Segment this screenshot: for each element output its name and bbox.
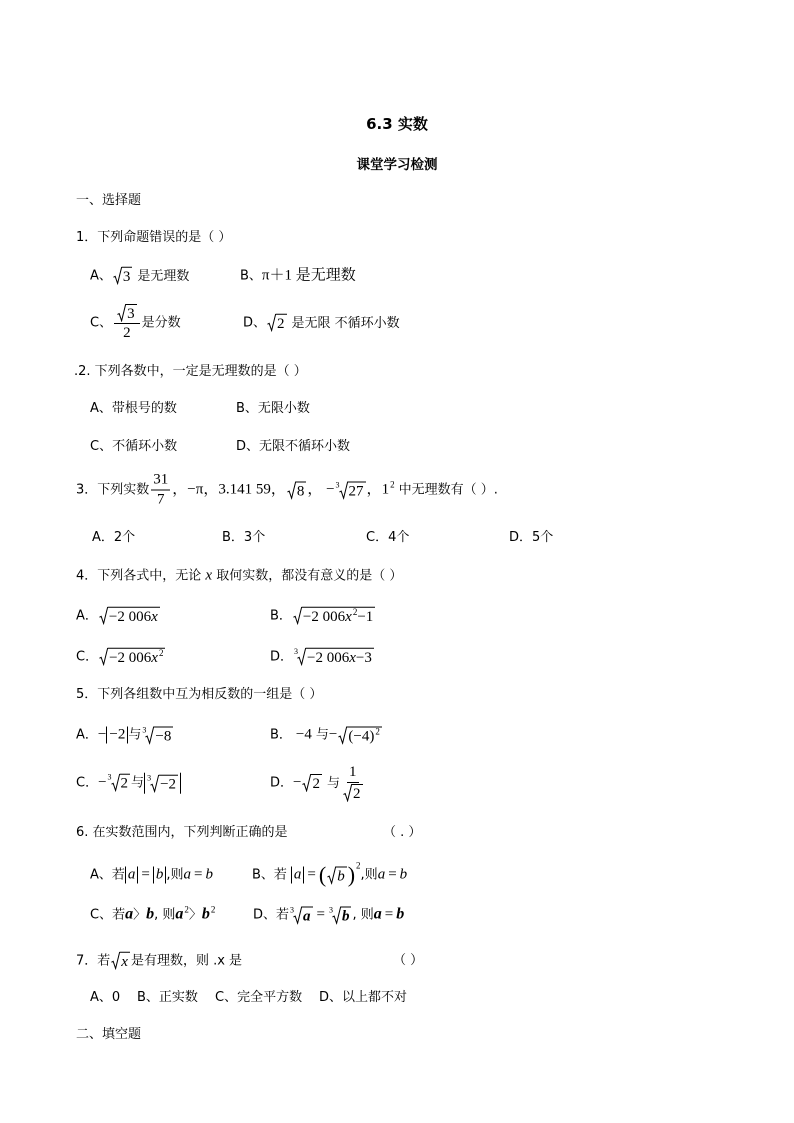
variable: b — [396, 905, 405, 923]
minus-sign: − — [98, 774, 107, 791]
radical-stroke — [328, 867, 337, 883]
fraction — [151, 472, 170, 509]
square-root — [99, 648, 165, 666]
variable: b — [205, 866, 213, 883]
option-label: B、若 — [252, 867, 287, 883]
q6-stem: 6. 在实数范围内，下列判断正确的是 — [76, 825, 288, 840]
radical-sign — [99, 648, 108, 666]
q4-stem — [76, 567, 402, 586]
stem-lead: 4．下列各式中，无论 — [76, 568, 206, 584]
separator: ， — [366, 481, 382, 498]
q5-option-c — [76, 773, 181, 794]
q1-option-c — [90, 304, 181, 342]
radical-stroke — [339, 482, 348, 498]
greater-sign: 〉 — [188, 907, 202, 923]
radical-stroke — [303, 775, 312, 791]
option-text: 是无理数 — [137, 268, 190, 284]
option-label: A． — [76, 727, 98, 743]
q7-option-d: D、以上都不对 — [319, 990, 408, 1005]
radical-sign — [113, 267, 122, 285]
numerator — [114, 304, 140, 324]
option-label: A、若 — [90, 867, 125, 883]
connector: 与 — [315, 727, 329, 743]
radical-sign — [293, 607, 302, 625]
q5-option-d — [270, 764, 366, 802]
square-root — [302, 774, 322, 792]
radical-sign — [332, 906, 341, 924]
q3-option-c: C．4个 — [366, 530, 410, 545]
option-label: D、 — [243, 315, 267, 331]
radical-sign — [339, 481, 348, 499]
variable: x — [151, 649, 158, 666]
stem-tail: 中无理数有（ ）. — [398, 482, 498, 498]
exponent: 2 — [184, 904, 189, 915]
option-label: C． — [76, 649, 99, 665]
left-paren: ( — [318, 862, 327, 887]
square-root — [113, 267, 133, 285]
stem-numbers: ，−π，3.141 59， — [172, 481, 286, 498]
variable: a — [125, 905, 134, 923]
radical-sign — [343, 784, 352, 802]
absolute-value: a — [291, 867, 305, 884]
q2-stem: .2. 下列各数中，一定是无理数的是（ ） — [74, 364, 307, 379]
radical-stroke — [99, 607, 108, 623]
power-base: (−4) — [348, 728, 375, 744]
equals-sign: = — [388, 866, 397, 883]
q7-option-b: B、正实数 — [137, 990, 198, 1005]
radicand: x — [121, 953, 128, 970]
stem-lead: 3．下列实数 — [76, 482, 150, 498]
power-base: 1 — [381, 481, 390, 498]
variable: b — [146, 905, 155, 923]
root-index: 3 — [147, 773, 152, 783]
root-index: 3 — [335, 480, 340, 489]
root-index: 3 — [294, 646, 299, 656]
coefficient: −2 006 — [302, 608, 346, 625]
radicand — [108, 607, 160, 625]
radicand: 3 — [122, 268, 131, 285]
stem-lead: 7．若 — [76, 953, 111, 969]
radical-sign — [327, 866, 336, 884]
root-index: 3 — [142, 725, 147, 734]
radical-stroke — [268, 314, 277, 330]
radicand: −2 — [160, 776, 177, 793]
first-number: −4 — [295, 726, 312, 743]
radical-stroke — [298, 648, 307, 664]
stem-tail: 取何实数，都没有意义的是（ ） — [212, 568, 403, 584]
option-label: B． — [270, 727, 292, 743]
square-root — [111, 952, 130, 970]
q3-option-a: A．2个 — [92, 530, 136, 545]
variable: a — [183, 866, 192, 883]
radical-sign — [145, 726, 154, 744]
option-label: C、若 — [90, 907, 126, 923]
radicand: 2 — [353, 786, 361, 802]
radical-sign — [99, 607, 108, 625]
radicand — [302, 607, 375, 625]
exponent: 2 — [375, 726, 380, 736]
connector: 与 — [131, 775, 145, 791]
q7-option-a: A、0 — [90, 990, 121, 1005]
page-title: 6.3 实数 — [366, 115, 428, 133]
option-text: 是无限 不循环小数 — [291, 315, 400, 331]
q5-option-a — [76, 726, 174, 745]
radicand: 8 — [296, 483, 305, 499]
then-text: ,则 — [166, 867, 184, 883]
radicand: 3 — [127, 306, 135, 322]
q4-option-a — [76, 607, 161, 626]
radicand: b — [337, 868, 345, 884]
coefficient: −2 006 — [307, 649, 350, 666]
radicand — [306, 648, 374, 666]
separator: ， − — [307, 481, 335, 498]
square-root — [99, 607, 160, 625]
option-label: B． — [270, 608, 292, 624]
q2-option-a: A、带根号的数 — [90, 401, 177, 416]
fraction — [114, 304, 140, 342]
radical-sign — [293, 906, 302, 924]
exponent: 2 — [210, 904, 216, 915]
radical-stroke — [287, 482, 296, 498]
variable: a — [175, 905, 184, 923]
option-label: C、 — [90, 315, 113, 331]
connector: 与 — [128, 727, 142, 743]
square-root — [343, 784, 363, 802]
radical-stroke — [293, 607, 302, 623]
equals-sign: = — [307, 866, 316, 883]
stem-tail: 是有理数，则 .x 是 — [130, 953, 243, 969]
radical-stroke — [118, 305, 127, 321]
radical-sign — [287, 481, 296, 499]
absolute-value: b — [153, 867, 167, 884]
option-label: A． — [76, 608, 98, 624]
radical-sign — [302, 774, 311, 792]
radical-sign — [338, 726, 347, 744]
variable: b — [201, 905, 210, 923]
radical-stroke — [111, 775, 120, 791]
radical-stroke — [332, 907, 341, 923]
variable: x — [151, 608, 158, 625]
q1-option-d — [243, 314, 400, 333]
cube-root — [294, 646, 374, 666]
option-label: A、 — [90, 268, 112, 284]
then-text: ,则 — [360, 867, 378, 883]
square-root — [338, 726, 381, 744]
option-label: D． — [270, 775, 294, 791]
q3-stem — [76, 472, 498, 509]
absolute-value — [144, 773, 181, 794]
constant-term: −3 — [355, 649, 372, 666]
q4-option-c — [76, 648, 166, 667]
exponent: 2 — [390, 479, 395, 490]
q6-option-b — [252, 860, 408, 887]
root-index: 3 — [107, 773, 112, 782]
radicand — [108, 648, 165, 666]
q3-option-d: D．5个 — [509, 530, 554, 545]
q2-option-c: C、不循环小数 — [90, 439, 178, 454]
radical-sign — [297, 648, 306, 666]
radicand: 27 — [348, 483, 364, 499]
q6-option-d — [253, 906, 404, 925]
coefficient: −2 006 — [109, 649, 152, 666]
equals-sign: = — [384, 906, 394, 923]
radical-sign — [117, 304, 126, 322]
equals-sign: = — [194, 866, 203, 883]
square-root — [327, 866, 347, 884]
radical-sign — [150, 774, 159, 792]
q1-option-a — [90, 267, 189, 286]
q4-option-b — [270, 607, 376, 626]
denominator: 2 — [123, 325, 131, 341]
section-heading-fill: 二、填空题 — [76, 1027, 142, 1042]
radical-stroke — [294, 907, 303, 923]
radical-stroke — [113, 267, 122, 283]
option-text: π＋1 是无理数 — [261, 267, 356, 284]
square-root — [117, 304, 137, 322]
cube-root — [290, 905, 313, 924]
q7-answer-paren: （ ） — [393, 953, 424, 968]
radical-stroke — [151, 775, 160, 791]
radical-stroke — [344, 785, 353, 801]
q3-option-b: B．3个 — [222, 530, 266, 545]
variable: a — [377, 866, 386, 883]
absolute-value: −2 — [106, 727, 128, 744]
root-index: 3 — [290, 905, 295, 914]
cube-root — [328, 905, 352, 924]
q6-option-a — [90, 866, 213, 885]
constant-term: −1 — [357, 608, 374, 625]
variable: x — [205, 567, 213, 584]
equals-sign: = — [316, 906, 325, 923]
denominator: 7 — [157, 491, 165, 508]
q6-option-c — [90, 906, 215, 925]
radical-stroke — [146, 727, 155, 743]
numerator: 31 — [151, 472, 170, 491]
greater-sign: 〉 — [133, 907, 147, 923]
radicand: 2 — [277, 315, 285, 332]
fraction — [342, 764, 364, 802]
radicand: b — [341, 908, 350, 924]
exponent: 2 — [352, 606, 358, 617]
then-text: , 则 — [154, 907, 176, 923]
option-label: D、若 — [253, 907, 290, 923]
cube-root — [147, 773, 178, 793]
q1-stem: 1．下列命题错误的是（ ） — [76, 230, 232, 245]
radicand: 2 — [312, 776, 320, 792]
cube-root — [142, 725, 173, 744]
square-root — [267, 314, 287, 332]
minus-sign: − — [293, 774, 302, 791]
q2-option-b: B、无限小数 — [236, 401, 310, 416]
cube-root — [335, 480, 366, 499]
q5-stem: 5．下列各组数中互为相反数的一组是（ ） — [76, 687, 323, 702]
q6-answer-paren: （ . ） — [383, 825, 422, 840]
equals-sign: = — [141, 866, 150, 883]
radical-stroke — [112, 952, 121, 968]
radicand: 2 — [120, 776, 129, 792]
section-heading-choice: 一、选择题 — [76, 193, 142, 208]
radicand: −8 — [155, 728, 172, 744]
q4-option-d — [270, 648, 375, 667]
q2-option-d: D、无限不循环小数 — [236, 439, 351, 454]
exponent: 2 — [158, 647, 164, 658]
numerator: 1 — [347, 764, 359, 783]
page-subtitle: 课堂学习检测 — [356, 157, 438, 173]
radical-stroke — [339, 727, 348, 743]
variable: x — [349, 649, 356, 666]
radical-sign — [111, 774, 120, 792]
denominator — [342, 783, 364, 802]
radical-sign — [267, 314, 276, 332]
radicand — [347, 726, 381, 744]
variable: x — [345, 608, 352, 625]
connector: 与 — [326, 775, 340, 791]
variable: a — [373, 905, 382, 923]
exponent: 2 — [356, 860, 361, 871]
right-paren: ) — [347, 862, 356, 887]
square-root — [287, 481, 307, 499]
option-label: D． — [270, 649, 294, 665]
q5-option-b — [270, 726, 383, 745]
option-label: C． — [76, 775, 99, 791]
radical-stroke — [100, 648, 109, 664]
option-label: B、 — [240, 268, 262, 284]
radical-sign — [111, 952, 120, 970]
cube-root — [107, 773, 131, 792]
radicand: a — [303, 908, 311, 924]
q7-stem — [76, 952, 242, 971]
coefficient: −2 006 — [108, 608, 152, 625]
absolute-value: a — [125, 867, 139, 884]
then-text: , 则 — [352, 907, 374, 923]
q1-option-b — [240, 267, 356, 286]
minus-sign: − — [97, 726, 107, 743]
root-index: 3 — [328, 905, 333, 914]
minus-sign: − — [328, 726, 338, 743]
variable: b — [399, 866, 408, 883]
q7-option-c: C、完全平方数 — [215, 990, 303, 1005]
square-root — [293, 607, 375, 625]
option-text: 是分数 — [141, 315, 181, 331]
